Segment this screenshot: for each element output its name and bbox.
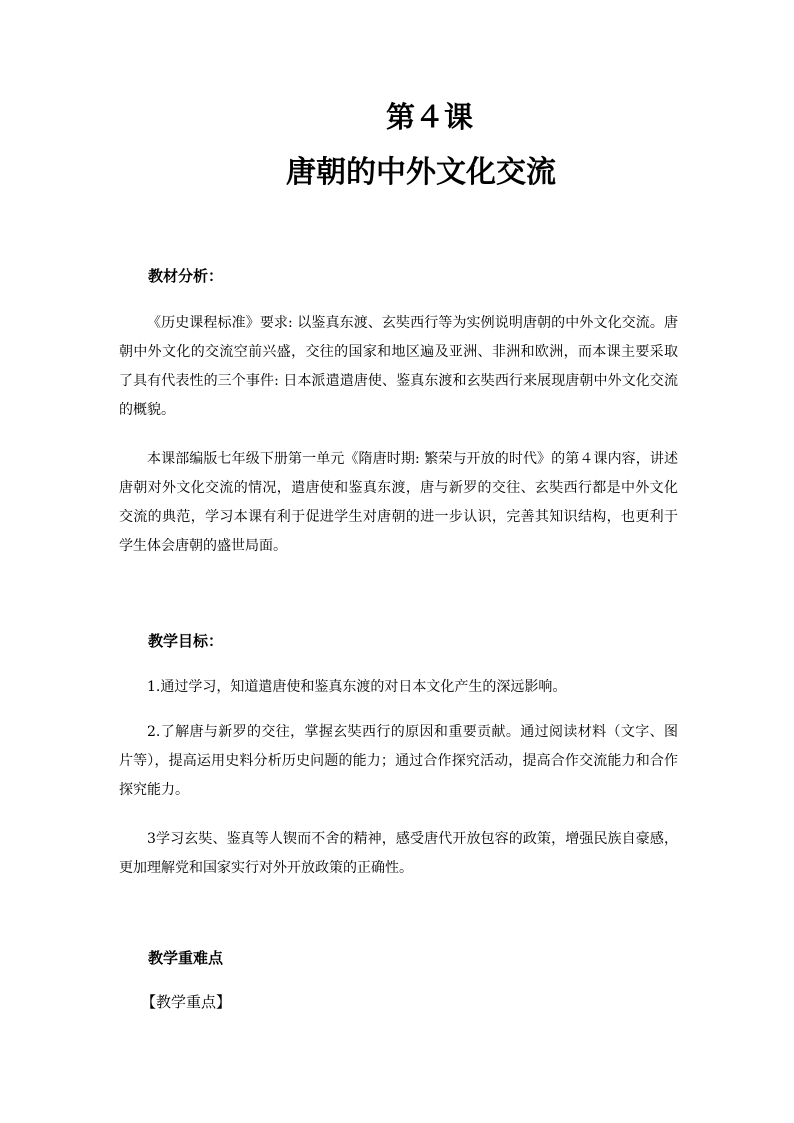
- lesson-number: 第４课: [386, 100, 474, 134]
- objective-item-2: 2.了解唐与新罗的交往，掌握玄奘西行的原因和重要贡献。通过阅读材料（文字、图片等），提高运用史料分析历史问题的能力；通过合作探究活动，提高合作交流能力和合作探究能力。: [119, 724, 678, 798]
- key-points-subheading: 【教学重点】: [141, 993, 232, 1011]
- section-heading-objectives: 教学目标：: [148, 632, 224, 650]
- section-heading-key-points: 教学重难点: [148, 949, 224, 967]
- analysis-paragraph-2: 本课部编版七年级下册第一单元《隋唐时期: 繁荣与开放的时代》的第４课内容，讲述唐朝对外文化交流的情况，遣唐使和鉴真东渡，唐与新罗的交往、玄奘西行都是中外文化交流的典范，学习本课有利于促进学生对唐朝的进一步认识，完善其知识结构，也更利于学生体会唐朝的盛世局面。: [119, 451, 678, 554]
- objective-item-1: 1.通过学习，知道遣唐使和鉴真东渡的对日本文化产生的深远影响。: [147, 679, 567, 695]
- objective-item-3: 3学习玄奘、鉴真等人锲而不舍的精神，感受唐代开放包容的政策，增强民族自豪感，更加理解党和国家实行对外开放政策的正确性。: [119, 831, 678, 876]
- section-heading-analysis: 教材分析：: [148, 267, 224, 285]
- analysis-paragraph-1: 《历史课程标准》要求: 以鉴真东渡、玄奘西行等为实例说明唐朝的中外文化交流。唐朝中外文化的交流空前兴盛，交往的国家和地区遍及亚洲、非洲和欧洲，而本课主要采取了具有代表性的三个事件: 日本派遣遣唐使、鉴真东渡和玄奘西行来展现唐朝中外文化交流的概貌。: [119, 315, 678, 418]
- lesson-title: 唐朝的中外文化交流: [286, 155, 556, 190]
